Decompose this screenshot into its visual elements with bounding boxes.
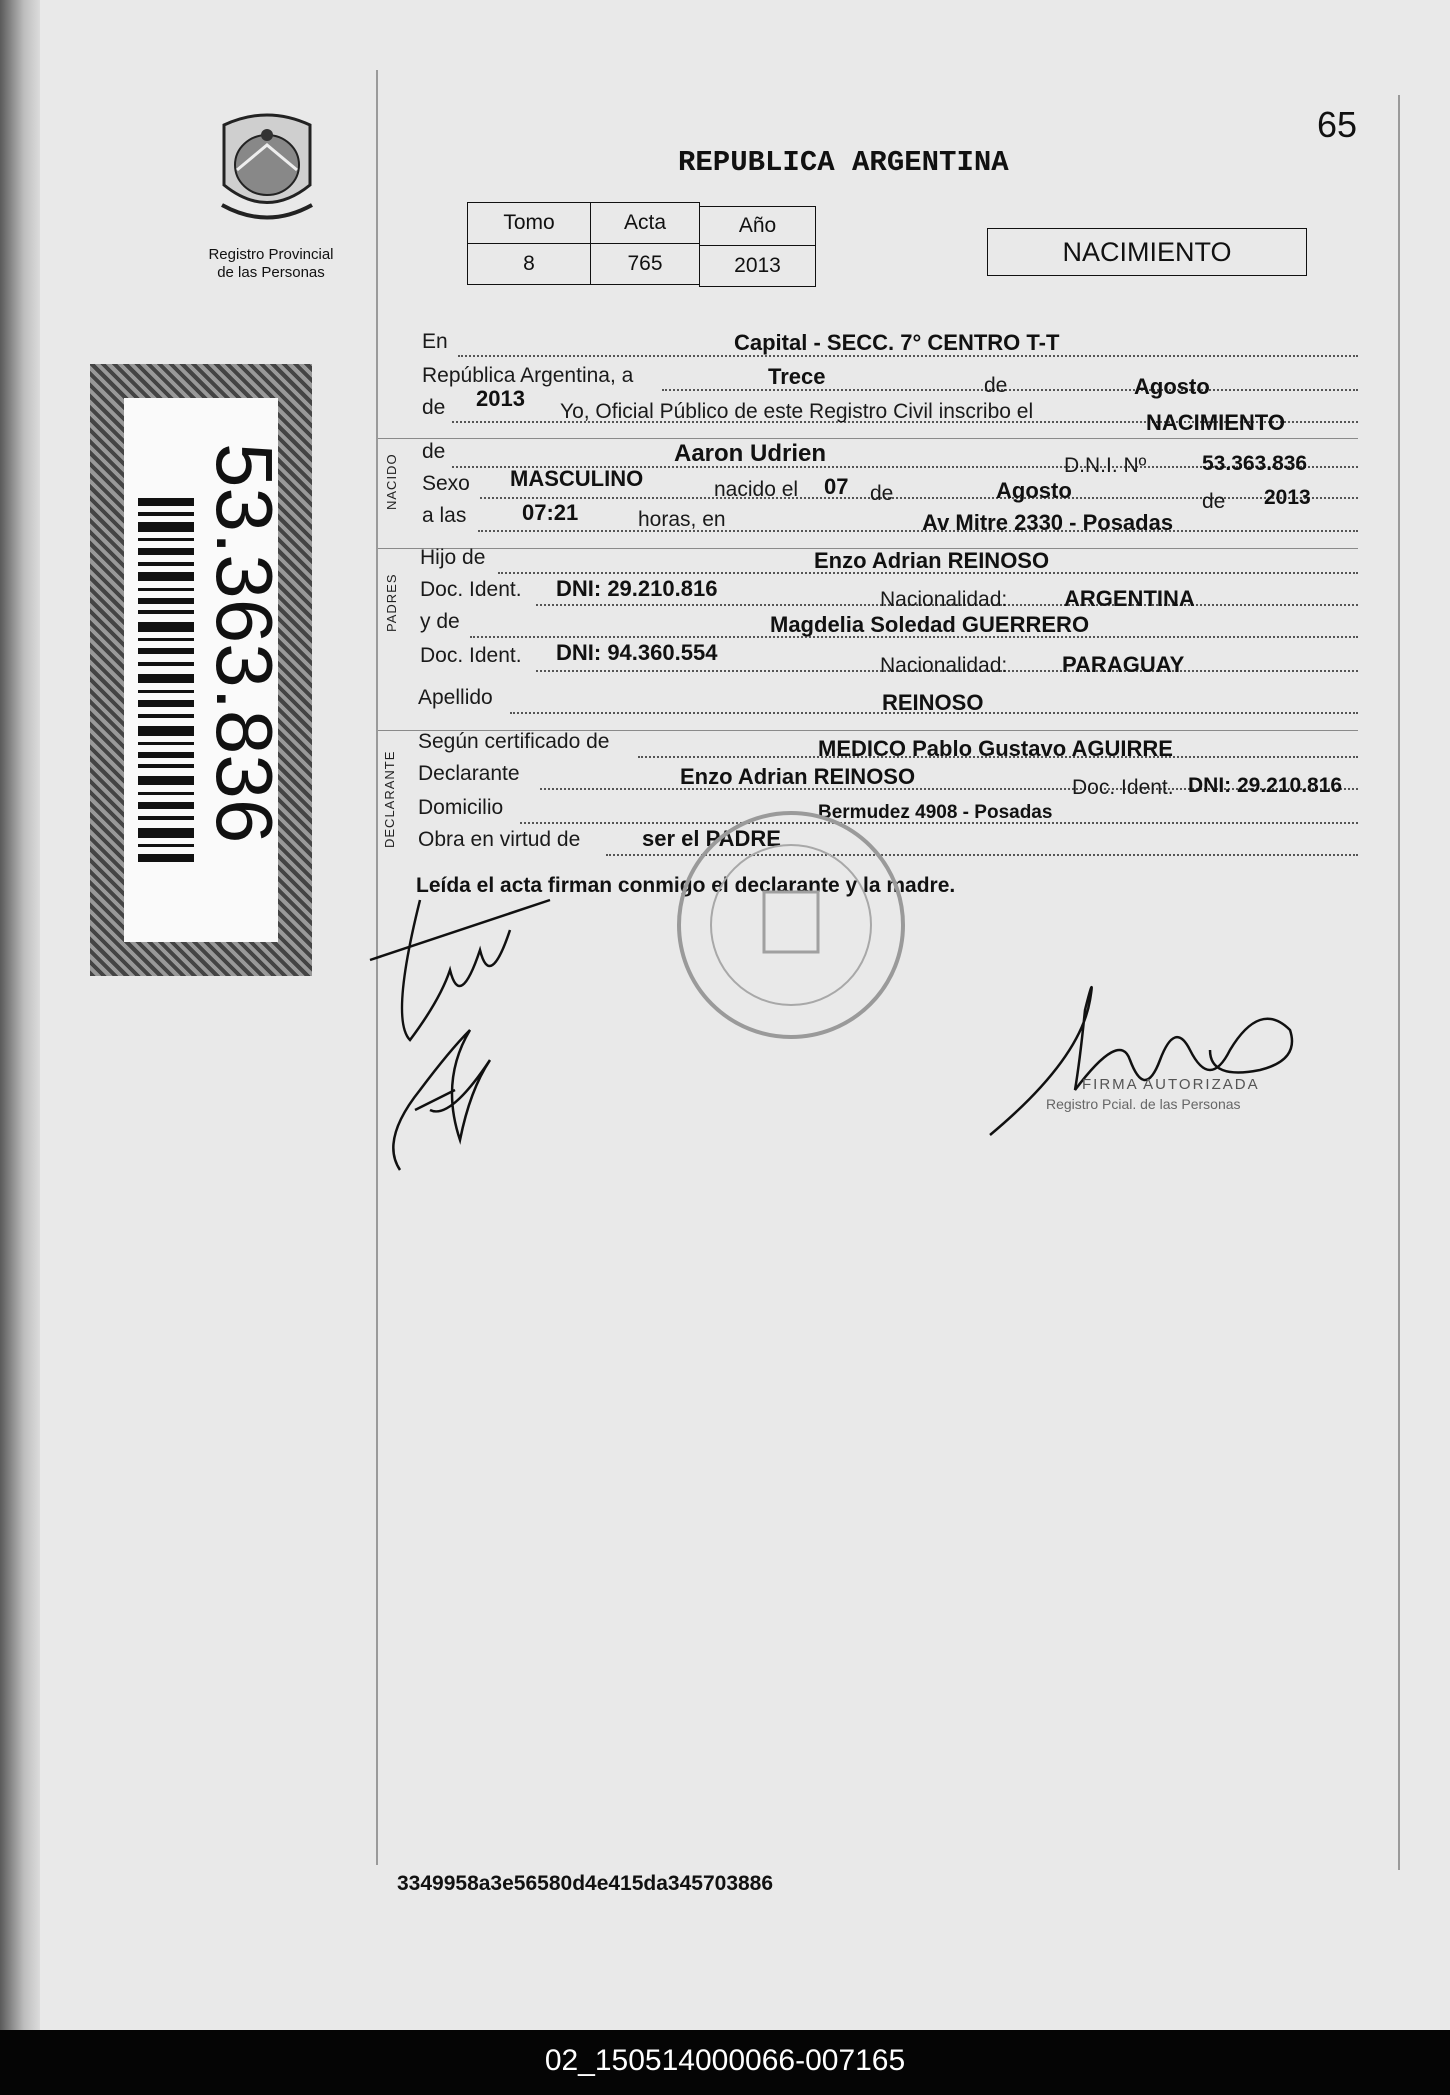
label-doc-ident-declarant: Doc. Ident.: [1072, 776, 1174, 799]
label-republica-a: República Argentina, a: [422, 364, 634, 387]
dotted-line: [480, 497, 1358, 499]
value-sex: MASCULINO: [510, 466, 644, 491]
label-obra: Obra en virtud de: [418, 828, 581, 851]
value-surname: REINOSO: [882, 690, 984, 715]
value-birth-month: Agosto: [996, 478, 1072, 503]
value-time: 07:21: [522, 500, 579, 525]
value-name: Aaron Udrien: [674, 440, 827, 467]
label-doc-ident-father: Doc. Ident.: [420, 578, 522, 601]
value-birth-day: 07: [824, 474, 849, 499]
barcode-panel: [90, 364, 312, 976]
record-type-box: NACIMIENTO: [987, 228, 1307, 276]
table-value-tomo: 8: [467, 243, 591, 285]
label-de-name: de: [422, 440, 446, 463]
label-declarante: Declarante: [418, 762, 520, 785]
label-nacido-el: nacido el: [714, 478, 799, 501]
value-birth-place: Av Mitre 2330 - Posadas: [922, 510, 1174, 535]
footer-id: 02_150514000066-007165: [544, 2044, 906, 2077]
table-header-acta: Acta: [590, 202, 700, 244]
value-place: Capital - SECC. 7° CENTRO T-T: [734, 330, 1060, 355]
dotted-line: [662, 389, 1358, 391]
label-de-year: de: [422, 396, 446, 419]
value-father: Enzo Adrian REINOSO: [814, 548, 1050, 573]
page-number: 65: [1317, 104, 1358, 145]
divider-nacido-top: [378, 438, 1358, 439]
value-day-word: Trece: [768, 364, 826, 389]
label-horas-en: horas, en: [638, 508, 726, 531]
closing-statement: Leída el acta firman conmigo el declarante y la madre.: [416, 874, 956, 897]
label-nationality-mother: Nacionalidad:: [880, 654, 1008, 677]
label-apellido: Apellido: [418, 686, 493, 709]
agency-line2: de las Personas: [217, 264, 325, 281]
stamp-line2: Registro Pcial. de las Personas: [1046, 1096, 1241, 1112]
value-act: NACIMIENTO: [1146, 410, 1285, 435]
label-oficial: Yo, Oficial Público de este Registro Civil inscribo el: [560, 400, 1034, 423]
country-title: REPUBLICA ARGENTINA: [678, 146, 1009, 179]
label-de-month: de: [984, 374, 1008, 397]
label-segun: Según certificado de: [418, 730, 610, 753]
value-father-doc: DNI: 29.210.816: [556, 576, 718, 601]
section-label-declarante: DECLARANTE: [382, 750, 397, 848]
footer-bar: [0, 2030, 1450, 2095]
official-stamp-icon: [666, 800, 916, 1050]
value-mother-doc: DNI: 94.360.554: [556, 640, 718, 665]
sheet-left-edge: [0, 0, 40, 2030]
label-de-month-2: de: [870, 482, 894, 505]
document-hash: 3349958a3e56580d4e415da345703886: [397, 1872, 774, 1895]
value-capacity: ser el PADRE: [642, 826, 781, 851]
value-address: Bermudez 4908 - Posadas: [818, 802, 1053, 823]
table-value-acta: 765: [590, 243, 700, 285]
barcode-number: 53.363.836: [200, 443, 289, 844]
value-month: Agosto: [1134, 374, 1210, 399]
label-nationality-father: Nacionalidad:: [880, 588, 1008, 611]
value-year: 2013: [476, 386, 525, 411]
value-mother: Magdelia Soledad GUERRERO: [770, 612, 1090, 637]
label-a-las: a las: [422, 504, 467, 527]
value-declarant-doc: DNI: 29.210.816: [1188, 774, 1343, 797]
label-en: En: [422, 330, 448, 353]
dotted-line: [478, 530, 1358, 532]
frame-right-line: [1398, 95, 1400, 1870]
label-de-year-2: de: [1202, 490, 1226, 513]
official-signature-icon: [980, 970, 1310, 1140]
agency-line1: Registro Provincial: [208, 246, 334, 263]
label-hijo-de: Hijo de: [420, 546, 486, 569]
province-seal-icon: [212, 110, 322, 240]
value-father-nat: ARGENTINA: [1064, 586, 1195, 611]
table-header-tomo: Tomo: [467, 202, 591, 244]
table-value-anio: 2013: [699, 245, 816, 287]
barcode-icon: [138, 498, 194, 868]
value-dni: 53.363.836: [1202, 452, 1308, 475]
section-label-nacido: NACIDO: [384, 453, 399, 510]
section-label-padres: PADRES: [384, 573, 399, 632]
label-domicilio: Domicilio: [418, 796, 504, 819]
value-mother-nat: PARAGUAY: [1062, 652, 1185, 677]
value-declarant: Enzo Adrian REINOSO: [680, 764, 916, 789]
stamp-line1: FIRMA AUTORIZADA: [1082, 1076, 1260, 1093]
declarant-signature-icon: [360, 840, 570, 1200]
label-sexo: Sexo: [422, 472, 470, 495]
value-certificate: MEDICO Pablo Gustavo AGUIRRE: [818, 736, 1173, 761]
label-y-de: y de: [420, 610, 460, 633]
table-header-anio: Año: [699, 206, 816, 246]
value-birth-year: 2013: [1264, 486, 1311, 509]
label-doc-ident-mother: Doc. Ident.: [420, 644, 522, 667]
label-dni: D.N.I. Nº: [1064, 454, 1147, 477]
